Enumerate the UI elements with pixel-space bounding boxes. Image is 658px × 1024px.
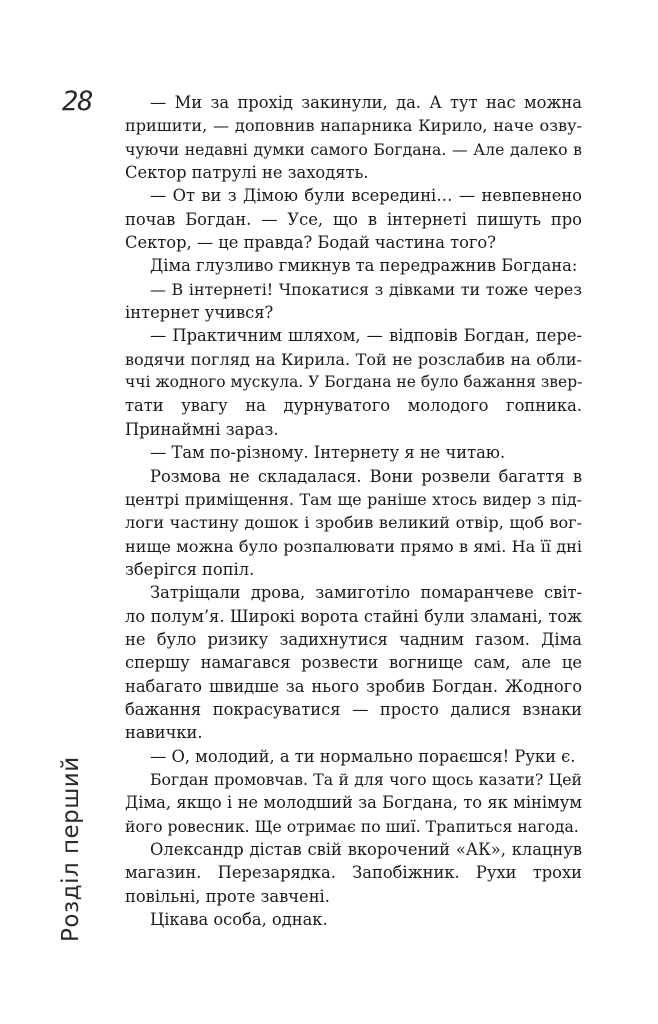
text-line: Олександр дістав свій вкорочений «АК», клацнув xyxy=(150,840,582,859)
text-line: зберігся попіл. xyxy=(125,559,255,579)
text-line: інтернет учився? xyxy=(125,303,274,323)
page-text xyxy=(125,91,582,931)
text-line: ло полум’я. Широкі ворота стайні були зламані, тож xyxy=(125,606,582,626)
text-line: спершу намагався розвести вогнище сам, але це xyxy=(125,653,582,673)
chapter-label: Розділ перший xyxy=(58,756,84,942)
text-line: ччі жодного мускула. У Богдана не було бажання звер- xyxy=(125,373,583,392)
text-line: почав Богдан. — Усе, що в інтернеті пишуть про xyxy=(125,209,582,229)
text-line: логи частину дошок і зробив великий отвір, щоб вог- xyxy=(125,513,582,533)
text-line: Діма, якщо і не молодший за Богдана, то як мінімум xyxy=(125,793,582,813)
text-line: його ровесник. Ще отримає по шиї. Трапиться нагода. xyxy=(125,816,579,836)
text-line: тати увагу на дурнуватого молодого гопника. xyxy=(125,396,582,416)
text-line: не було ризику задихнутися чадним газом. Діма xyxy=(125,629,582,649)
text-line: — Практичним шляхом, — відповів Богдан, пере- xyxy=(150,326,582,346)
text-line: навички. xyxy=(125,723,203,743)
text-line: повільні, проте завчені. xyxy=(125,886,330,906)
text-line: Сектор патрулі не заходять. xyxy=(125,163,369,183)
text-line: Діма глузливо гмикнув та передражнив Богдана: xyxy=(150,256,578,276)
text-line: нище можна було розпалювати прямо в ямі. На її дні xyxy=(125,536,582,556)
page-number: 28 xyxy=(62,86,93,117)
text-line: Затріщали дрова, замиготіло помаранчеве світ- xyxy=(150,583,582,603)
text-line: Принаймні зараз. xyxy=(125,419,279,439)
text-line: набагато швидше за нього зробив Богдан. Жодного xyxy=(125,676,582,696)
text-line: Богдан промовчав. Та й для чого щось казати? Цей xyxy=(150,769,582,789)
text-line: чуючи недавні думки самого Богдана. — Але далеко в xyxy=(125,139,582,159)
text-line: пришити, — доповнив напарника Кирило, наче озву- xyxy=(125,116,582,136)
text-line: Сектор, — це правда? Бодай частина того? xyxy=(125,233,496,253)
text-line: — Ми за прохід закинули, да. А тут нас можна xyxy=(150,93,582,112)
text-line: — Там по-різному. Інтернету я не читаю. xyxy=(150,443,506,463)
text-line: — В інтернеті! Чпокатися з дівками ти тоже через xyxy=(150,279,582,299)
text-line: Розмова не складалася. Вони розвели багаття в xyxy=(150,466,582,486)
text-line: — От ви з Дімою були всередині… — невпевнено xyxy=(150,186,582,206)
text-line: водячи погляд на Кирила. Той не розслабив на обли- xyxy=(125,349,582,369)
text-line: — О, молодий, а ти нормально пораєшся! Руки є. xyxy=(150,746,576,766)
text-line: магазин. Перезарядка. Запобіжник. Рухи трохи xyxy=(125,863,582,883)
text-line: бажання покрасуватися — просто далися взнаки xyxy=(125,699,582,719)
text-line: Цікава особа, однак. xyxy=(150,910,328,930)
text-line: центрі приміщення. Там ще раніше хтось видер з під- xyxy=(125,489,582,509)
